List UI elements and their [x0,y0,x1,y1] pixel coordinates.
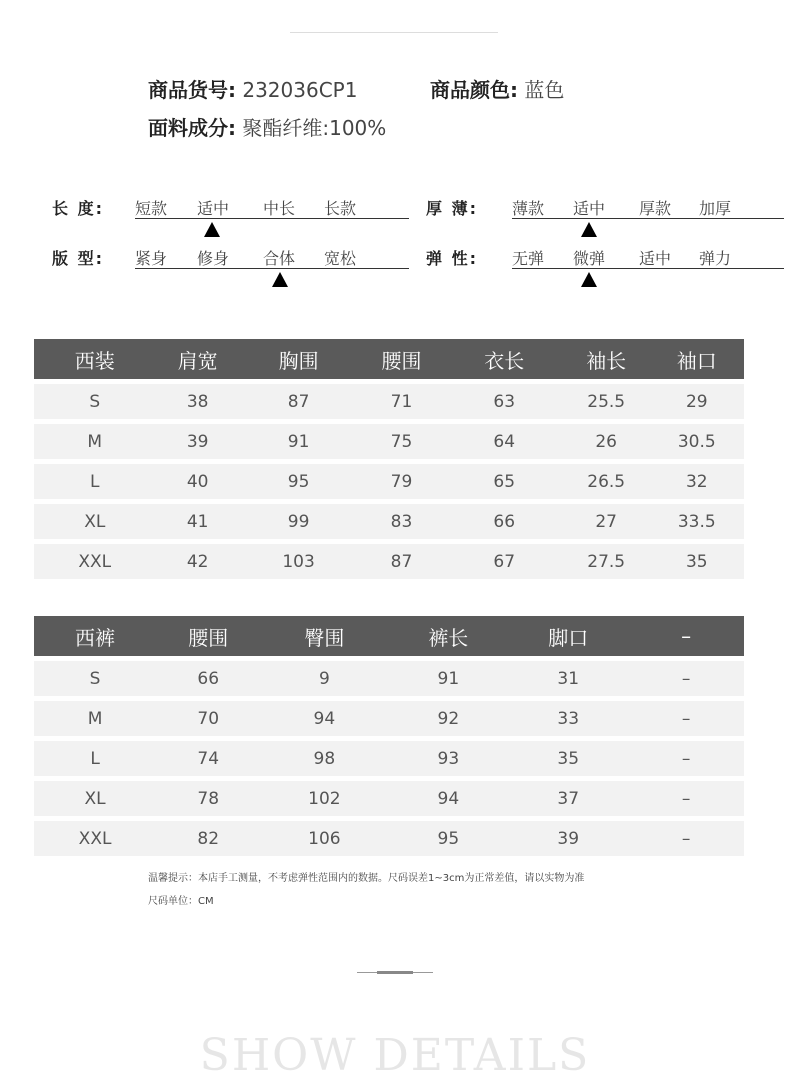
table-cell: 26 [563,424,650,459]
table-cell: 67 [446,544,563,579]
color-info [430,74,564,103]
table-cell: 27.5 [563,544,650,579]
table-cell: 74 [156,741,260,776]
material-value: 聚酯纤维:100% [242,116,387,140]
table-header-row [34,616,744,656]
table-cell: 37 [508,781,628,816]
measurement-tip: 温馨提示：本店手工测量，不考虑弹性范围内的数据。尺码误差1~3cm为正常差值，请以实物为准 [148,873,585,884]
table-cell: 95 [388,821,508,856]
column-header: 衣长 [446,339,563,379]
scale-option: 无弹 [512,249,545,268]
table-cell: 31 [508,661,628,696]
table-cell: 27 [563,504,650,539]
scale-options [135,196,409,219]
scale-option: 微弹 [573,249,606,268]
table-cell: 82 [156,821,260,856]
scale-option: 弹力 [699,249,732,268]
section-watermark: SHOW DETAILS [199,1030,591,1081]
table-row [34,821,744,856]
table-cell: 30.5 [650,424,744,459]
table-cell: 33.5 [650,504,744,539]
color-value: 蓝色 [524,78,565,102]
table-row [34,544,744,579]
table-row [34,701,744,736]
scale-option: 适中 [573,199,606,218]
table-cell: XXL [34,821,156,856]
table-cell: 39 [508,821,628,856]
jacket-size-table [34,334,744,584]
table-cell: 91 [240,424,358,459]
table-cell: M [34,701,156,736]
table-cell: 92 [388,701,508,736]
table-row [34,424,744,459]
table-cell: 9 [260,661,388,696]
column-header: 裤长 [388,616,508,656]
table-cell: 42 [156,544,240,579]
column-header: 西裤 [34,616,156,656]
table-cell: – [628,821,744,856]
pants-size-table [34,611,744,861]
table-cell: 64 [446,424,563,459]
table-cell: 70 [156,701,260,736]
scale-option: 中长 [263,199,296,218]
table-row [34,464,744,499]
scale-option: 宽松 [324,249,357,268]
color-label: 商品颜色: [430,78,518,102]
table-cell: XXL [34,544,156,579]
size-unit-note: 尺码单位：CM [148,896,214,907]
table-cell: 35 [650,544,744,579]
table-cell: 40 [156,464,240,499]
table-row [34,741,744,776]
scale-option: 紧身 [135,249,168,268]
table-cell: 35 [508,741,628,776]
table-cell: 98 [260,741,388,776]
table-cell: 93 [388,741,508,776]
table-cell: 75 [357,424,445,459]
scale-selected-marker [581,272,597,287]
column-header: 臀围 [260,616,388,656]
scale-options [135,246,409,269]
material-label: 面料成分: [148,116,236,140]
scale-label: 厚 薄: [426,199,478,218]
table-header-row [34,339,744,379]
column-header: 腰围 [357,339,445,379]
product-info-row-2 [148,112,386,141]
table-cell: 94 [388,781,508,816]
table-cell: 91 [388,661,508,696]
table-cell: 79 [357,464,445,499]
column-header: 袖长 [563,339,650,379]
table-cell: 83 [357,504,445,539]
table-cell: 66 [446,504,563,539]
table-cell: L [34,741,156,776]
table-row [34,384,744,419]
scale-options [512,196,784,219]
table-cell: 102 [260,781,388,816]
table-cell: 29 [650,384,744,419]
table-cell: 25.5 [563,384,650,419]
table-cell: 87 [357,544,445,579]
column-header: 腰围 [156,616,260,656]
column-header: 胸围 [240,339,358,379]
top-divider [290,32,498,33]
column-header: 脚口 [508,616,628,656]
table-cell: L [34,464,156,499]
scale-option: 厚款 [639,199,672,218]
table-cell: 71 [357,384,445,419]
column-header: 西装 [34,339,156,379]
table-cell: S [34,384,156,419]
table-row [34,504,744,539]
scale-label: 长 度: [52,199,104,218]
table-cell: – [628,781,744,816]
table-cell: S [34,661,156,696]
table-row [34,661,744,696]
scale-selected-marker [581,222,597,237]
table-cell: 99 [240,504,358,539]
scale-option: 修身 [197,249,230,268]
table-row [34,781,744,816]
scale-label: 版 型: [52,249,104,268]
bottom-divider [357,972,433,973]
table-cell: 26.5 [563,464,650,499]
scale-option: 合体 [263,249,296,268]
table-cell: 106 [260,821,388,856]
table-cell: – [628,741,744,776]
table-cell: M [34,424,156,459]
scale-option: 长款 [324,199,357,218]
table-cell: 66 [156,661,260,696]
table-cell: 103 [240,544,358,579]
table-cell: 63 [446,384,563,419]
table-cell: 41 [156,504,240,539]
product-info-row-1 [148,74,565,103]
scale-option: 适中 [639,249,672,268]
table-cell: 39 [156,424,240,459]
scale-option: 薄款 [512,199,545,218]
table-cell: XL [34,504,156,539]
table-cell: – [628,661,744,696]
scale-label: 弹 性: [426,249,478,268]
table-cell: XL [34,781,156,816]
column-header: 肩宽 [156,339,240,379]
scale-option: 适中 [197,199,230,218]
scale-selected-marker [272,272,288,287]
table-cell: 87 [240,384,358,419]
table-cell: 38 [156,384,240,419]
scale-option: 加厚 [699,199,732,218]
sku-label: 商品货号: [148,78,236,102]
scale-options [512,246,784,269]
table-cell: 95 [240,464,358,499]
table-cell: 94 [260,701,388,736]
sku-value: 232036CP1 [242,78,358,102]
column-header: 袖口 [650,339,744,379]
column-header: – [628,616,744,656]
table-cell: – [628,701,744,736]
scale-selected-marker [204,222,220,237]
table-cell: 32 [650,464,744,499]
scale-option: 短款 [135,199,168,218]
table-cell: 33 [508,701,628,736]
table-cell: 78 [156,781,260,816]
table-cell: 65 [446,464,563,499]
